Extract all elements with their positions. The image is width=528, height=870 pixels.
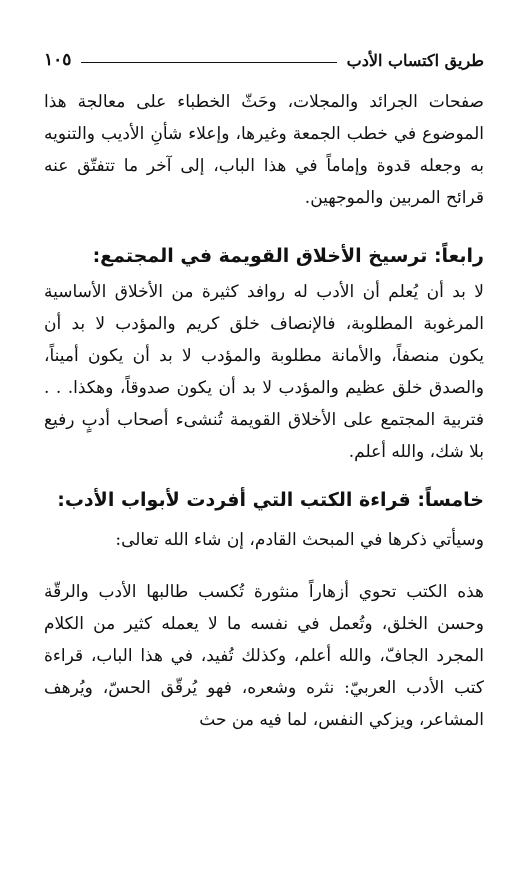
paragraph-continuation: صفحات الجرائد والمجلات، وحَثّ الخطباء على معالجة هذا الموضوع في خطب الجمعة وغيرها، وإعلاء شأنِ الأديب والتنويه به وجعله قدوة وإماماً في هذا الباب، إلى آخر ما تتفتّق عنه قرائح المربين والموجهين.: [44, 92, 484, 208]
running-header: [44, 38, 484, 82]
section-heading-fourth: رابعاً: ترسيخ الأخلاق القويمة في المجتمع:: [92, 245, 484, 267]
section-heading-fifth: خامساً: قراءة الكتب التي أفردت لأبواب الأدب:: [57, 489, 484, 511]
paragraph-morals: لا بد أن يُعلم أن الأدب له روافد كثيرة من الأخلاق الأساسية المرغوبة المطلوبة، فالإنصاف خلق كريم والمؤدب لا بد أن يكون منصفاً، والأمانة مطلوبة والمؤدب لا بد أن يكون أميناً، والصدق خلق عظيم والمؤدب لا بد أن يكون صدوقاً، وهكذا. . . فتربية المجتمع على الأخلاق القويمة تُنشىء أصحاب أدبٍ رفيع بلا شك، والله أعلم.: [44, 282, 484, 462]
page-number: ١٠٥: [44, 50, 72, 70]
paragraph-next-section-note: وسيأتي ذكرها في المبحث القادم، إن شاء الله تعالى:: [115, 530, 484, 550]
header-rule: [81, 62, 336, 63]
running-title: طريق اكتساب الأدب: [346, 50, 484, 70]
paragraph-books: هذه الكتب تحوي أزهاراً منثورة تُكسب طالبها الأدب والرقّة وحسن الخلق، وتُعمل في نفسه ما لا يعمله كثير من الكلام المجرد الجافّ، والله أعلم، وكذلك تُفيد، في هذا الباب، قراءة كتب الأدب العربيّ: نثره وشعره، فهو يُرقّق الحسّ، ويُرهف المشاعر، ويزكي النفس، لما فيه من حث: [44, 582, 484, 730]
